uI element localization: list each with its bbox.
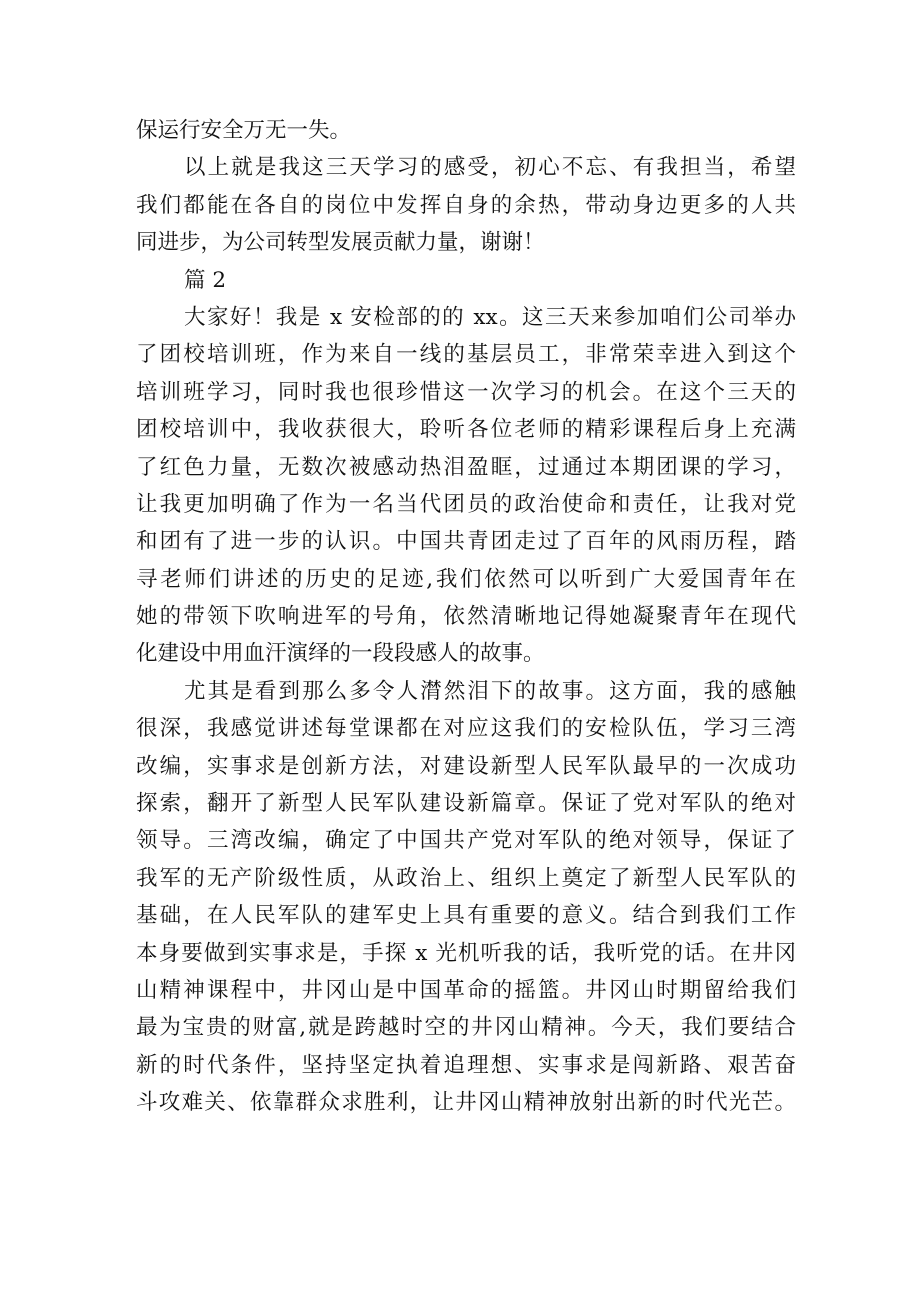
paragraph-line: 我军的无产阶级性质，从政治上、组织上奠定了新型人民军队的 xyxy=(136,865,796,891)
paragraph-line: 和团有了进一步的认识。中国共青团走过了百年的风雨历程，踏 xyxy=(136,529,796,555)
paragraph-line: 了红色力量，无数次被感动热泪盈眶，过通过本期团课的学习， xyxy=(136,454,796,480)
paragraph-line: 很深，我感觉讲述每堂课都在对应这我们的安检队伍，学习三湾 xyxy=(136,716,796,742)
document-body xyxy=(136,112,796,1122)
paragraph-line: 改编，实事求是创新方法，对建设新型人民军队最早的一次成功 xyxy=(136,753,796,779)
paragraph-line: 大家好！我是 x 安检部的的 xx。这三天来参加咱们公司举办 xyxy=(184,304,796,330)
paragraph-line: 山精神课程中，井冈山是中国革命的摇篮。井冈山时期留给我们 xyxy=(136,977,796,1003)
paragraph-line: 领导。三湾改编，确定了中国共产党对军队的绝对领导，保证了 xyxy=(136,828,796,854)
paragraph-line: 让我更加明确了作为一名当代团员的政治使命和责任，让我对党 xyxy=(136,491,796,517)
paragraph-line: 团校培训中，我收获很大，聆听各位老师的精彩课程后身上充满 xyxy=(136,417,796,443)
paragraph-line: 尤其是看到那么多令人潸然泪下的故事。这方面，我的感触 xyxy=(184,678,796,704)
paragraph-line: 基础，在人民军队的建军史上具有重要的意义。结合到我们工作 xyxy=(136,903,796,929)
paragraph-line: 斗攻难关、依靠群众求胜利，让井冈山精神放射出新的时代光芒。 xyxy=(136,1090,796,1116)
paragraph-line: 最为宝贵的财富,就是跨越时空的井冈山精神。今天，我们要结合 xyxy=(136,1015,796,1041)
paragraph-line: 新的时代条件，坚持坚定执着追理想、实事求是闯新路、艰苦奋 xyxy=(136,1052,796,1078)
paragraph-line: 同进步，为公司转型发展贡献力量，谢谢！ xyxy=(136,230,545,256)
paragraph-line: 本身要做到实事求是，手探 x 光机听我的话，我听党的话。在井冈 xyxy=(136,940,796,966)
paragraph-line: 培训班学习，同时我也很珍惜这一次学习的机会。在这个三天的 xyxy=(136,379,796,405)
paragraph-line: 探索，翻开了新型人民军队建设新篇章。保证了党对军队的绝对 xyxy=(136,791,796,817)
paragraph-line: 以上就是我这三天学习的感受，初心不忘、有我担当，希望 xyxy=(184,155,796,181)
paragraph-line: 她的带领下吹响进军的号角，依然清晰地记得她凝聚青年在现代 xyxy=(136,604,796,630)
paragraph-line: 化建设中用血汗演绎的一段段感人的故事。 xyxy=(136,641,545,667)
paragraph-line: 寻老师们讲述的历史的足迹,我们依然可以听到广大爱国青年在 xyxy=(136,566,796,592)
paragraph-line: 我们都能在各自的岗位中发挥自身的余热，带动身边更多的人共 xyxy=(136,192,796,218)
paragraph-line: 保运行安全万无一失。 xyxy=(136,118,352,143)
section-heading: 篇 2 xyxy=(184,267,227,293)
paragraph-line: 了团校培训班，作为来自一线的基层员工，非常荣幸进入到这个 xyxy=(136,342,796,368)
